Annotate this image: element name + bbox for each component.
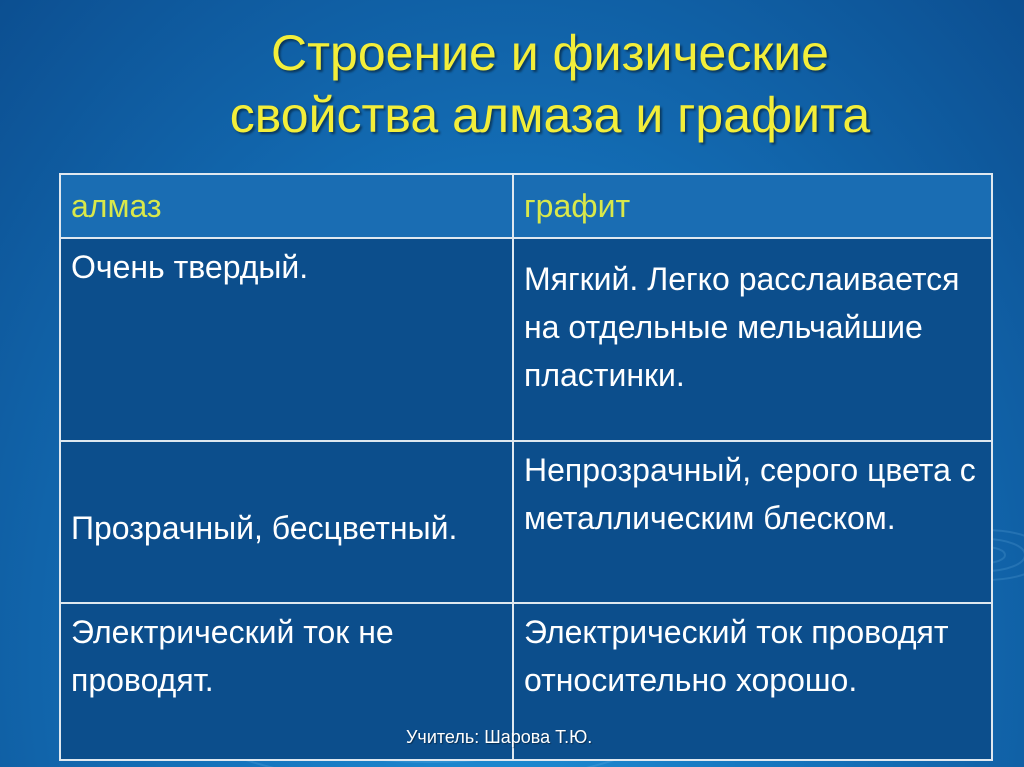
title-line-1: Строение и физические bbox=[271, 25, 829, 81]
graphite-hardness-cell: Мягкий. Легко расслаивается на отдельные мельчайшие пластинки. bbox=[513, 238, 992, 441]
comparison-table bbox=[59, 173, 993, 761]
header-graphite: графит bbox=[513, 174, 992, 238]
title-line-2: свойства алмаза и графита bbox=[229, 87, 871, 143]
teacher-footer: Учитель: Шарова Т.Ю. bbox=[406, 727, 593, 747]
table-row bbox=[60, 238, 992, 441]
diamond-hardness-cell: Очень твердый. bbox=[60, 238, 513, 441]
table-header-row bbox=[60, 174, 992, 238]
slide-title bbox=[150, 22, 950, 146]
graphite-conductivity-cell: Электрический ток проводят относительно хорошо. bbox=[513, 603, 992, 760]
diamond-appearance-cell: Прозрачный, бесцветный. bbox=[60, 441, 513, 603]
header-diamond: алмаз bbox=[60, 174, 513, 238]
graphite-appearance-cell: Непрозрачный, серого цвета с металлическим блеском. bbox=[513, 441, 992, 603]
table-row bbox=[60, 441, 992, 603]
diamond-conductivity-cell: Электрический ток не проводят. bbox=[60, 603, 513, 760]
